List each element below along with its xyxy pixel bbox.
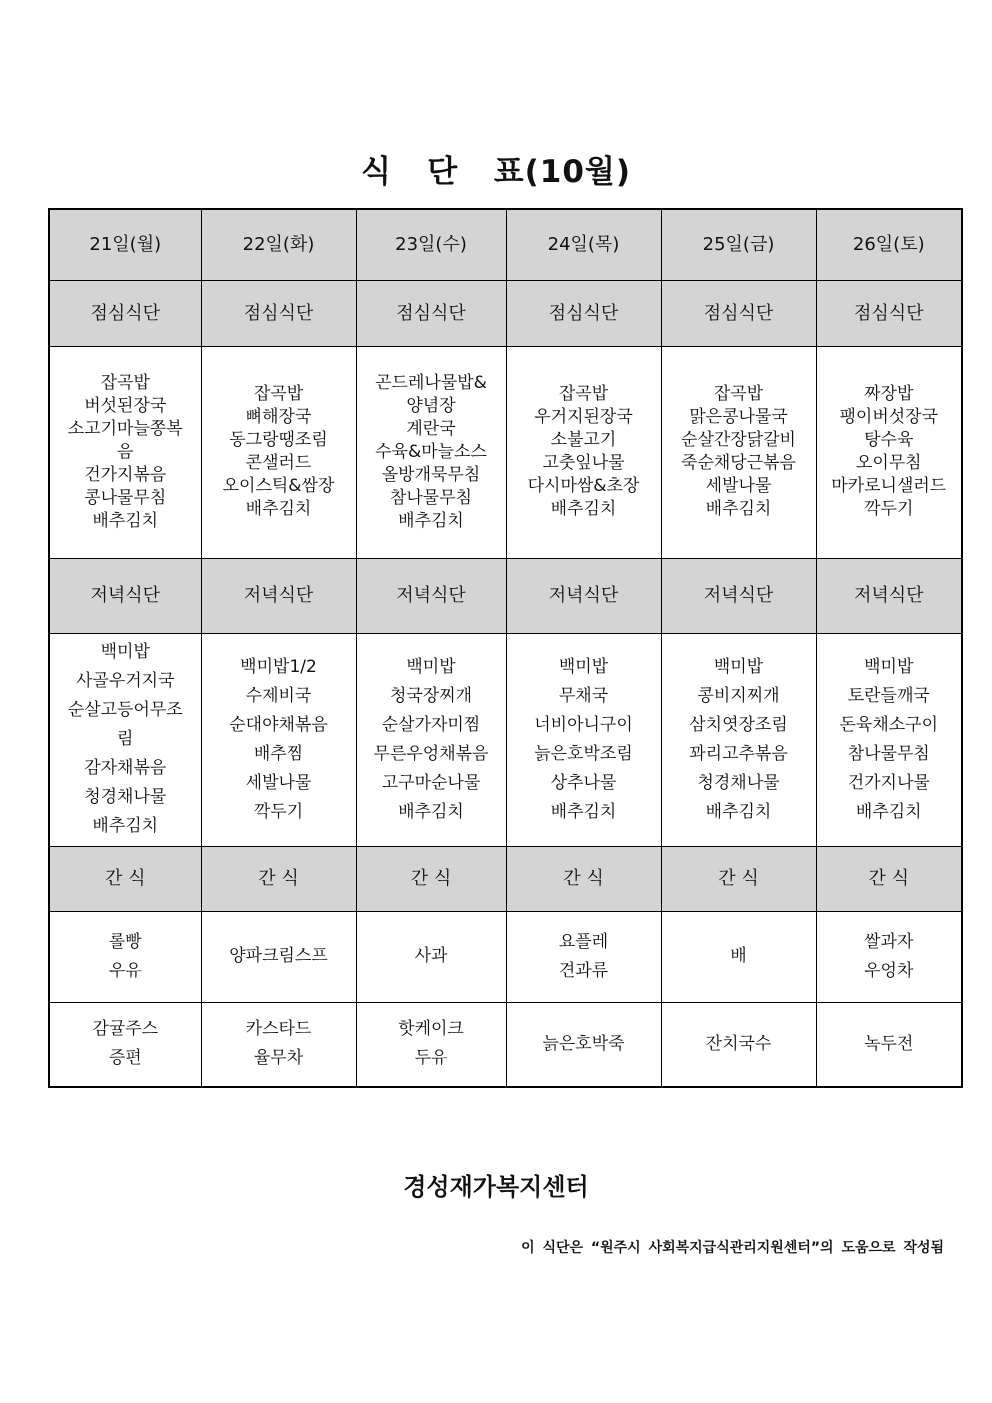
menu-item: 배추김치 (705, 801, 772, 822)
date-cell: 25일(금) (661, 209, 816, 280)
menu-item: 삼치엿장조림 (689, 714, 788, 735)
menu-item: 버섯된장국 (84, 395, 167, 416)
menu-item: 콩비지찌개 (697, 685, 780, 706)
menu-item: 배추김치 (855, 801, 922, 822)
lunch-label: 점심식단 (661, 280, 816, 346)
menu-item: 배추김치 (92, 510, 159, 531)
menu-item: 배추김치 (705, 499, 772, 519)
center-name: 경성재가복지센터 (403, 1173, 589, 1201)
menu-item: 롤빵 (108, 931, 142, 952)
dinner-menu-cell (816, 633, 962, 846)
lunch-menu-cell (49, 346, 201, 558)
lunch-menu-cell (356, 346, 506, 558)
menu-item: 감귤주스 (92, 1019, 159, 1040)
snack-row-1 (49, 911, 962, 1002)
menu-item: 잡곡밥 (100, 372, 150, 393)
dinner-label: 저녁식단 (506, 558, 661, 633)
snack-label: 간 식 (201, 846, 356, 911)
menu-item: 감자채볶음 (84, 758, 167, 778)
snack-row-2 (49, 1002, 962, 1087)
menu-item: 늙은호박죽 (542, 1033, 625, 1054)
menu-item: 백미밥 (558, 656, 609, 677)
menu-item: 우유 (108, 960, 142, 981)
menu-item: 청경채나물 (697, 772, 780, 793)
menu-item: 오이스틱&쌈장 (222, 476, 335, 496)
menu-item: 너비아니구이 (534, 714, 633, 735)
snack-cell (201, 911, 356, 1002)
menu-item: 림 (117, 729, 134, 749)
date-cell: 24일(목) (506, 209, 661, 280)
menu-item: 고구마순나물 (381, 772, 481, 793)
dinner-label: 저녁식단 (201, 558, 356, 633)
menu-item: 백미밥 (100, 642, 150, 662)
menu-item: 청국장찌개 (389, 685, 473, 706)
menu-table (48, 208, 963, 1088)
menu-item: 두유 (414, 1048, 448, 1069)
menu-item: 세발나물 (705, 476, 772, 496)
menu-item: 꽈리고추볶음 (689, 743, 788, 764)
lunch-header-row (49, 280, 962, 346)
menu-item: 세발나물 (245, 772, 312, 793)
dinner-row (49, 633, 962, 846)
menu-item: 백미밥 (864, 656, 914, 677)
menu-item: 배추김치 (550, 499, 617, 519)
date-cell: 23일(수) (356, 209, 506, 280)
snack-label: 간 식 (661, 846, 816, 911)
dinner-menu-cell (49, 633, 201, 846)
menu-item: 배추김치 (398, 801, 464, 822)
snack-cell (356, 1002, 506, 1087)
menu-item: 요플레 (558, 931, 609, 952)
lunch-label: 점심식단 (49, 280, 201, 346)
snack-cell (356, 911, 506, 1002)
snack-cell (661, 911, 816, 1002)
snack-cell (49, 911, 201, 1002)
menu-item: 음 (117, 441, 134, 462)
lunch-menu-cell (816, 346, 962, 558)
menu-item: 곤드레나물밥& (375, 372, 487, 393)
menu-item: 마카로니샐러드 (831, 476, 947, 496)
menu-item: 상추나물 (550, 772, 617, 793)
menu-item: 오이무침 (855, 453, 922, 473)
menu-item: 배추김치 (398, 510, 464, 531)
lunch-row (49, 346, 962, 558)
menu-item: 배추김치 (245, 499, 312, 519)
menu-item: 사과 (414, 946, 448, 966)
menu-item: 카스타드 (245, 1019, 312, 1040)
menu-item: 핫케이크 (398, 1019, 464, 1040)
menu-item: 잡곡밥 (558, 384, 609, 404)
menu-item: 사골우거지국 (75, 671, 175, 691)
menu-item: 백미밥 (406, 656, 456, 677)
menu-item: 돈육채소구이 (839, 714, 939, 735)
lunch-label: 점심식단 (356, 280, 506, 346)
menu-item: 소불고기 (550, 430, 617, 450)
menu-item: 배추찜 (253, 743, 304, 764)
menu-item: 올방개묵무침 (381, 464, 481, 485)
page-title: 식 단 표(10월) (360, 154, 631, 190)
menu-item: 뼈해장국 (245, 407, 312, 427)
menu-item: 다시마쌈&초장 (527, 476, 640, 496)
dinner-menu-cell (661, 633, 816, 846)
snack-cell (506, 911, 661, 1002)
menu-item: 수육&마늘소스 (375, 441, 487, 462)
menu-item: 맑은콩나물국 (689, 407, 788, 427)
menu-item: 건가지나물 (847, 772, 930, 793)
menu-item: 무른우엉채볶음 (373, 743, 489, 764)
menu-item: 쌀과자 (864, 931, 914, 952)
date-row (49, 209, 962, 280)
menu-item: 깍두기 (864, 499, 914, 519)
snack-cell (201, 1002, 356, 1087)
dinner-header-row (49, 558, 962, 633)
dinner-menu-cell (201, 633, 356, 846)
menu-item: 배 (730, 946, 747, 966)
menu-item: 수제비국 (245, 685, 312, 706)
menu-item: 순대야채볶음 (229, 714, 328, 735)
lunch-menu-cell (201, 346, 356, 558)
menu-item: 증편 (108, 1048, 142, 1069)
menu-item: 청경채나물 (84, 787, 167, 807)
menu-item: 소고기마늘쫑복 (67, 418, 183, 439)
menu-item: 참나물무침 (847, 743, 930, 764)
lunch-label: 점심식단 (201, 280, 356, 346)
menu-item: 양념장 (406, 395, 456, 416)
menu-item: 계란국 (406, 418, 456, 439)
menu-item: 무채국 (558, 685, 609, 706)
footer-note: 이 식단은 “원주시 사회복지급식관리지원센터”의 도움으로 작성됨 (521, 1240, 944, 1256)
menu-item: 양파크림스프 (229, 946, 328, 966)
dinner-menu-cell (506, 633, 661, 846)
menu-item: 순살간장닭갈비 (681, 430, 796, 450)
lunch-menu-cell (506, 346, 661, 558)
menu-item: 잡곡밥 (253, 384, 304, 404)
snack-header-row (49, 846, 962, 911)
dinner-label: 저녁식단 (816, 558, 962, 633)
lunch-label: 점심식단 (506, 280, 661, 346)
dinner-label: 저녁식단 (49, 558, 201, 633)
dinner-label: 저녁식단 (661, 558, 816, 633)
menu-item: 배추김치 (550, 801, 617, 822)
menu-item: 죽순채당근볶음 (681, 453, 796, 473)
menu-item: 동그랑땡조림 (229, 430, 328, 450)
menu-item: 견과류 (558, 960, 609, 981)
menu-item: 백미밥1/2 (240, 656, 317, 677)
snack-label: 간 식 (506, 846, 661, 911)
menu-item: 짜장밥 (864, 384, 914, 404)
menu-item: 탕수육 (864, 430, 914, 450)
snack-cell (506, 1002, 661, 1087)
menu-item: 우엉차 (864, 960, 914, 981)
dinner-menu-cell (356, 633, 506, 846)
snack-label: 간 식 (49, 846, 201, 911)
snack-label: 간 식 (816, 846, 962, 911)
menu-item: 건가지볶음 (84, 464, 167, 485)
menu-item: 토란들깨국 (847, 685, 930, 706)
dinner-label: 저녁식단 (356, 558, 506, 633)
menu-item: 잔치국수 (705, 1033, 772, 1054)
menu-item: 콘샐러드 (245, 453, 312, 473)
snack-cell (816, 911, 962, 1002)
menu-item: 콩나물무침 (84, 487, 167, 508)
snack-cell (49, 1002, 201, 1087)
menu-item: 순살가자미찜 (381, 714, 481, 735)
menu-item: 율무차 (253, 1048, 304, 1069)
date-cell: 21일(월) (49, 209, 201, 280)
snack-label: 간 식 (356, 846, 506, 911)
menu-item: 녹두전 (864, 1033, 914, 1054)
menu-item: 배추김치 (92, 816, 159, 836)
menu-item: 늙은호박조림 (534, 743, 633, 764)
snack-cell (661, 1002, 816, 1087)
menu-item: 잡곡밥 (713, 384, 764, 404)
menu-item: 순살고등어무조 (67, 700, 183, 720)
date-cell: 26일(토) (816, 209, 962, 280)
menu-item: 참나물무침 (389, 487, 473, 508)
menu-item: 팽이버섯장국 (839, 407, 939, 427)
menu-item: 고춧잎나물 (542, 453, 625, 473)
menu-item: 우거지된장국 (534, 407, 633, 427)
snack-cell (816, 1002, 962, 1087)
menu-item: 백미밥 (713, 656, 764, 677)
date-cell: 22일(화) (201, 209, 356, 280)
lunch-menu-cell (661, 346, 816, 558)
menu-item: 깍두기 (253, 801, 304, 822)
lunch-label: 점심식단 (816, 280, 962, 346)
